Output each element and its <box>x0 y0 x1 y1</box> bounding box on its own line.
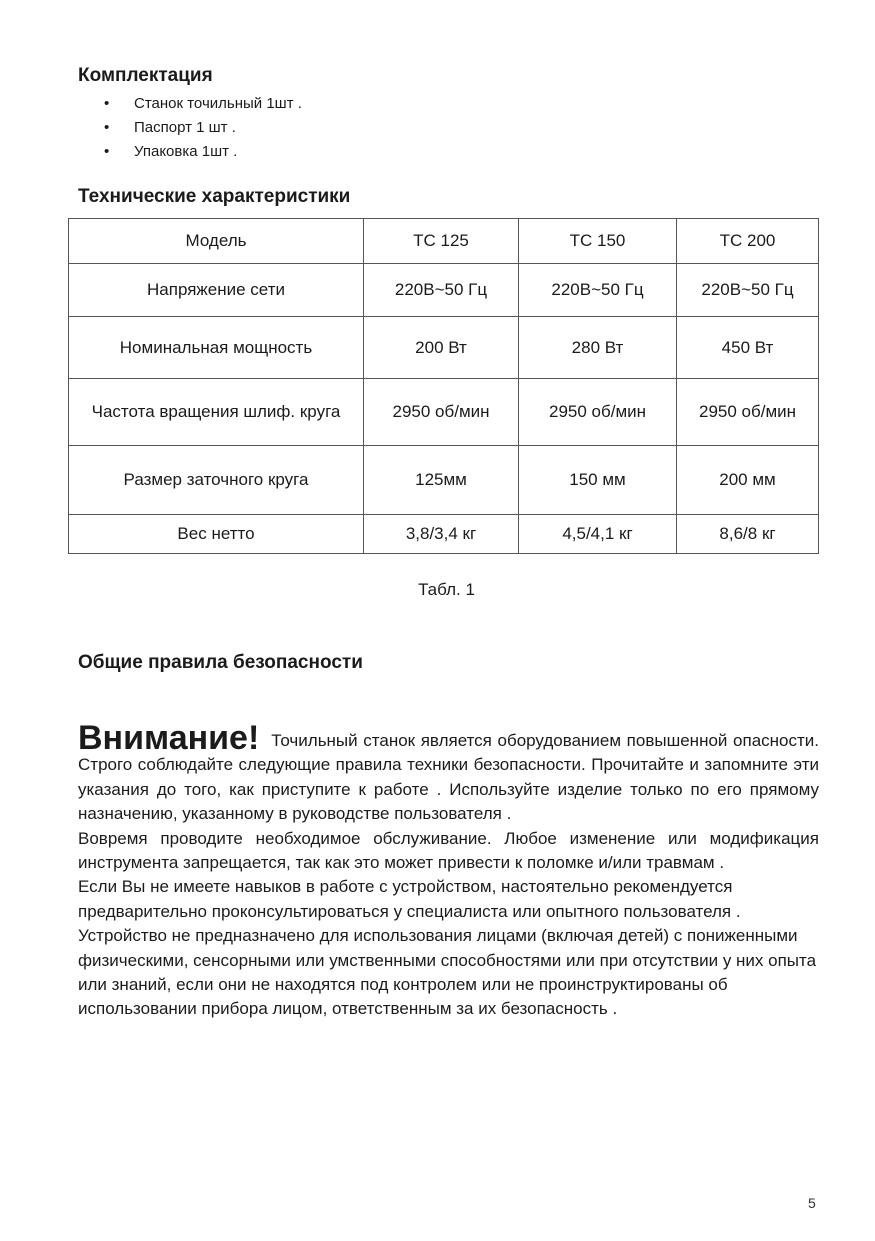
table-row <box>69 515 819 554</box>
table-cell: 2950 об/мин <box>677 379 819 446</box>
contents-heading: Комплектация <box>78 65 213 86</box>
attention-label: Внимание! <box>78 719 260 757</box>
table-header-cell: TC 200 <box>677 219 819 264</box>
table-cell: 4,5/4,1 кг <box>519 515 677 554</box>
table-cell: 8,6/8 кг <box>677 515 819 554</box>
safety-paragraph <box>78 719 819 827</box>
bullet-icon: • <box>104 143 110 160</box>
bullet-icon: • <box>104 119 110 136</box>
table-caption: Табл. 1 <box>418 580 475 599</box>
table-header-row <box>69 219 819 264</box>
table-cell: Частота вращения шлиф. круга <box>69 379 364 446</box>
table-cell: 220В~50 Гц <box>519 264 677 317</box>
safety-heading: Общие правила безопасности <box>78 652 363 673</box>
table-cell: Вес нетто <box>69 515 364 554</box>
table-cell: Размер заточного круга <box>69 446 364 515</box>
table-cell: 150 мм <box>519 446 677 515</box>
safety-paragraph: Если Вы не имеете навыков в работе с устройством, настоятельно рекомендуется предварительно проконсультироваться у специалиста или опытного пользователя . <box>78 877 741 921</box>
list-item <box>100 116 302 140</box>
table-header-cell: TC 125 <box>364 219 519 264</box>
table-cell: Номинальная мощность <box>69 317 364 379</box>
table-row <box>69 379 819 446</box>
contents-list <box>100 92 302 164</box>
safety-paragraph: Вовремя проводите необходимое обслуживание. Любое изменение или модификация инструмента запрещается, так как это может привести к поломке и/или травмам . <box>78 828 819 873</box>
table-cell: 450 Вт <box>677 317 819 379</box>
safety-text <box>78 719 819 1022</box>
table-cell: 200 мм <box>677 446 819 515</box>
table-cell: Напряжение сети <box>69 264 364 317</box>
table-header-cell: TC 150 <box>519 219 677 264</box>
list-item-text: Станок точильный 1шт . <box>134 95 302 112</box>
list-item-text: Упаковка 1шт . <box>134 143 238 160</box>
table-cell: 280 Вт <box>519 317 677 379</box>
table-cell: 200 Вт <box>364 317 519 379</box>
table-cell: 220В~50 Гц <box>364 264 519 317</box>
list-item <box>100 92 302 116</box>
specs-table <box>68 218 819 554</box>
table-row <box>69 264 819 317</box>
table-cell: 125мм <box>364 446 519 515</box>
list-item-text: Паспорт 1 шт . <box>134 119 236 136</box>
bullet-icon: • <box>104 95 110 112</box>
list-item <box>100 140 302 164</box>
safety-paragraph: Устройство не предназначено для использования лицами (включая детей) с пониженными физическими, сенсорными или умственными способностями или при отсутствии у них опыта или знаний, если они не находятся под контролем или не проинструктированы об использовании прибора лицом, ответственным за их безопасность . <box>78 926 817 1019</box>
table-row <box>69 446 819 515</box>
paragraph-text: Точильный станок является оборудованием повышенной опасности. Строго соблюдайте следующие правила техники безопасности. Прочитайте и запомните эти указания до того, как приступите к работе . Используйте изделие только по его прямому назначению, указанному в руководстве пользователя . <box>78 731 819 824</box>
table-cell: 220В~50 Гц <box>677 264 819 317</box>
table-cell: 3,8/3,4 кг <box>364 515 519 554</box>
specs-heading: Технические характеристики <box>78 186 351 207</box>
page-number: 5 <box>808 1195 816 1211</box>
table-cell: 2950 об/мин <box>364 379 519 446</box>
table-cell: 2950 об/мин <box>519 379 677 446</box>
table-row <box>69 317 819 379</box>
table-header-cell: Модель <box>69 219 364 264</box>
